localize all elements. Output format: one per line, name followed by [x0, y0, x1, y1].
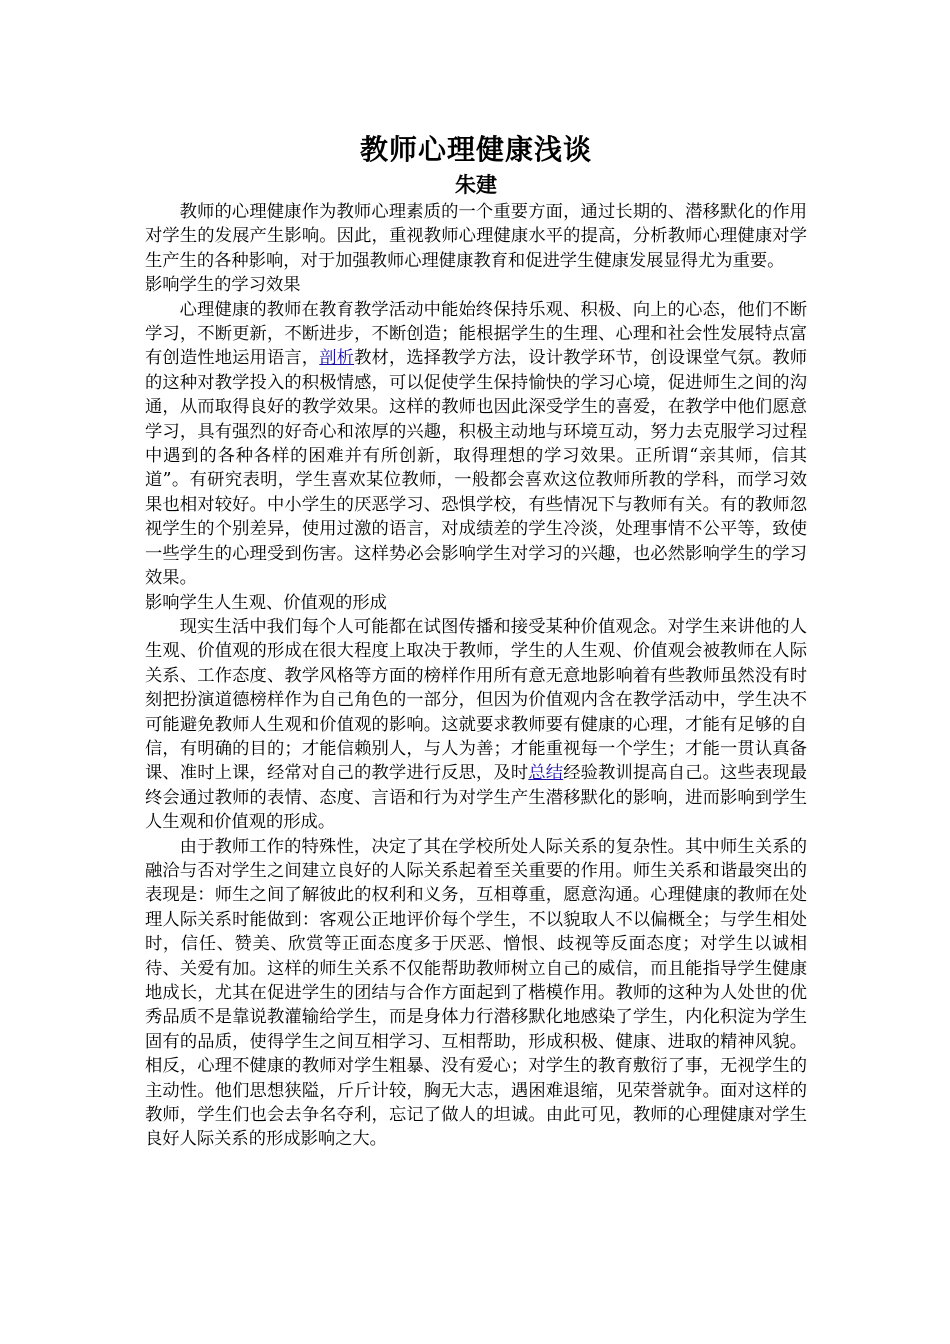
section1-text-before: 心理健康的教师在教育教学活动中能始终保持乐观、积极、向上的心态，他们不断学习，不断更新，不断进步，不断创造；能根据学生的生理、心理和社会性发展特点富有创造性地运用语言，	[145, 299, 807, 369]
summary-link[interactable]: 总结	[528, 763, 564, 784]
section1-text-after: 教材，选择教学方法，设计教学环节，创设课堂气氛。教师的这种对教学投入的积极情感，可以促使学生保持愉快的学习心境，促进师生之间的沟通，从而取得良好的教学效果。这样的教师也因此深受学生的喜爱，在教学中他们愿意学习，具有强烈的好奇心和浓厚的兴趣，积极主动地与环境互动，努力去克服学习过程中遇到的各种各样的困难并有所创新，取得理想的学习效果。正所谓“亲其师，信其道”。有研究表明，学生喜欢某位教师，一般都会喜欢这位教师所教的学科，而学习效果也相对较好。中小学生的厌恶学习、恐惧学校，有些情况下与教师有关。有的教师忽视学生的个别差异，使用过激的语言，对成绩差的学生冷淡，处理事情不公平等，致使一些学生的心理受到伤害。这样势必会影响学生对学习的兴趣，也必然影响学生的学习效果。	[145, 348, 807, 589]
intro-paragraph: 教师的心理健康作为教师心理素质的一个重要方面，通过长期的、潜移默化的作用对学生的发展产生影响。因此，重视教师心理健康水平的提高，分析教师心理健康对学生产生的各种影响，对于加强教师心理健康教育和促进学生健康发展显得尤为重要。	[145, 202, 807, 271]
analysis-link[interactable]: 剖析	[319, 348, 355, 369]
document-author: 朱建	[455, 173, 497, 197]
section1-heading: 影响学生的学习效果	[145, 275, 301, 296]
section2-heading: 影响学生人生观、价值观的形成	[145, 592, 387, 613]
document-title: 教师心理健康浅谈	[359, 133, 592, 166]
section2-text-before: 现实生活中我们每个人可能都在试图传播和接受某种价值观念。对学生来讲他的人生观、价值观的形成在很大程度上取决于教师，学生的人生观、价值观会被教师在人际关系、工作态度、教学风格等方面的榜样作用所有意无意地影响着有些教师虽然没有时刻把扮演道德榜样作为自己角色的一部分，但因为价值观内含在教学活动中，学生决不可能避免教师人生观和价值观的影响。这就要求教师要有健康的心理，才能有足够的自信，有明确的目的；才能信赖别人，与人为善；才能重视每一个学生；才能一贯认真备课、准时上课，经常对自己的教学进行反思，及时	[145, 616, 807, 784]
section2-paragraph-1	[145, 615, 807, 835]
section2-paragraph-2: 由于教师工作的特殊性，决定了其在学校所处人际关系的复杂性。其中师生关系的融洽与否对学生之间建立良好的人际关系起着至关重要的作用。师生关系和谐最突出的表现是：师生之间了解彼此的权利和义务，互相尊重，愿意沟通。心理健康的教师在处理人际关系时能做到：客观公正地评价每个学生，不以貌取人不以偏概全；与学生相处时，信任、赞美、欣赏等正面态度多于厌恶、憎恨、歧视等反面态度；对学生以诚相待、关爱有加。这样的师生关系不仅能帮助教师树立自己的威信，而且能指导学生健康地成长，尤其在促进学生的团结与合作方面起到了楷模作用。教师的这种为人处世的优秀品质不是靠说教灌输给学生，而是身体力行潜移默化地感染了学生，内化积淀为学生固有的品质，使得学生之间互相学习、互相帮助，形成积极、健康、进取的精神风貌。相反，心理不健康的教师对学生粗暴、没有爱心；对学生的教育敷衍了事，无视学生的主动性。他们思想狭隘，斤斤计较，胸无大志，遇困难退缩，见荣誉就争。面对这样的教师，学生们也会去争名夺利，忘记了做人的坦诚。由此可见，教师的心理健康对学生良好人际关系的形成影响之大。	[145, 836, 807, 1150]
section1-paragraph	[145, 298, 807, 591]
section2-text-after: 经验教训提高自己。这些表现最终会通过教师的表情、态度、言语和行为对学生产生潜移默化的影响，进而影响到学生人生观和价值观的形成。	[145, 763, 807, 833]
document-page	[145, 130, 807, 1152]
